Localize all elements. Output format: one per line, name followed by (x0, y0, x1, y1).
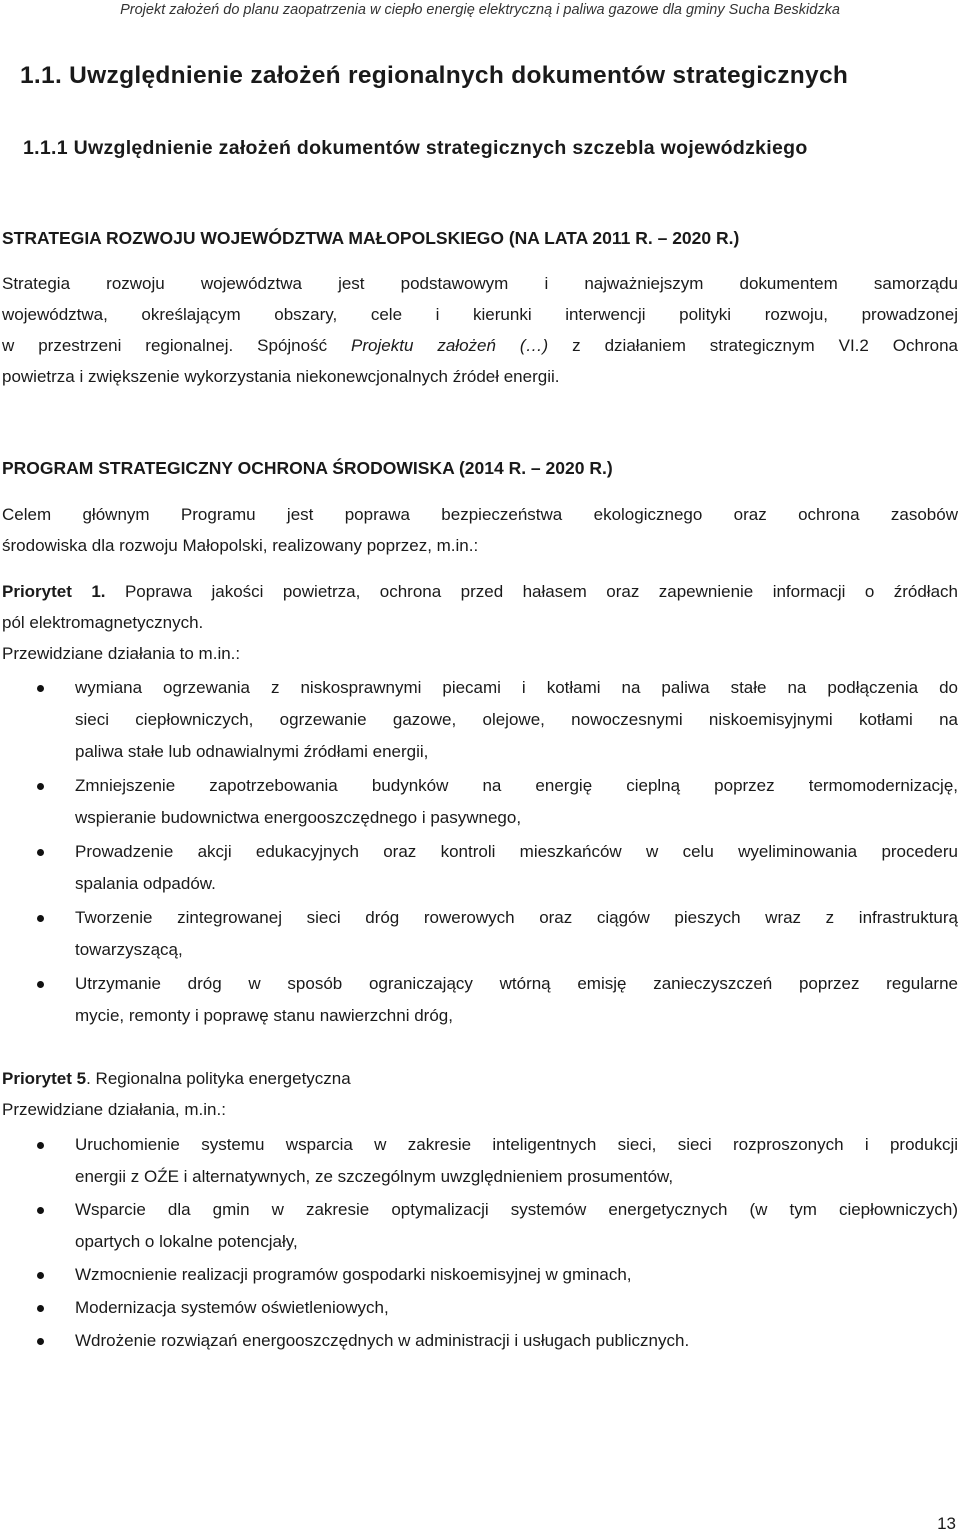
list-item-line: wspieranie budownictwa energooszczędnego i pasywnego, (75, 808, 522, 827)
bullet-icon (37, 1142, 44, 1149)
program-line-2: środowiska dla rozwoju Małopolski, realizowany poprzez, m.in.: (2, 536, 479, 555)
bullet-icon (37, 849, 44, 856)
priority-1-line-1 (2, 576, 958, 607)
list-item-line: wymiana ogrzewania z niskosprawnymi piecami i kotłami na paliwa stałe na podłączenia do (75, 678, 958, 697)
bullet-icon (37, 981, 44, 988)
list-item (0, 968, 958, 1032)
program-paragraph (2, 499, 958, 561)
list-item-text (75, 836, 958, 900)
list-item-text (75, 1325, 958, 1357)
list-item (0, 1259, 958, 1291)
list-item-text (75, 968, 958, 1032)
strategy-title: STRATEGIA ROZWOJU WOJEWÓDZTWA MAŁOPOLSKIEGO (NA LATA 2011 R. – 2020 R.) (2, 228, 740, 248)
priority-5-paragraph (2, 1063, 958, 1125)
priority-1-paragraph (2, 576, 958, 669)
priority-1-actions-label: Przewidziane działania to m.in.: (2, 644, 241, 663)
strategy-line-2: województwa, określającym obszary, cele i kierunki interwencji polityki rozwoju, prowadzonej (2, 305, 958, 324)
bullet-icon (37, 915, 44, 922)
list-item-line: Utrzymanie dróg w sposób ograniczający wtórną emisję zanieczyszczeń poprzez regularne (75, 974, 958, 993)
list-item-line: sieci ciepłowniczych, ogrzewanie gazowe, olejowe, nowoczesnymi niskoemisyjnymi kotłami na (75, 710, 958, 729)
list-item-line: Tworzenie zintegrowanej sieci dróg rowerowych oraz ciągów pieszych wraz z infrastrukturą (75, 908, 958, 927)
list-item-text (75, 1194, 958, 1258)
bullet-icon (37, 685, 44, 692)
list-item-line: opartych o lokalne potencjały, (75, 1232, 298, 1251)
priority-5-label: Priorytet 5 (2, 1069, 87, 1088)
strategy-line-3a: w przestrzeni regionalnej. Spójność (2, 336, 352, 355)
list-item (0, 1129, 958, 1193)
priority-5-text: . Regionalna polityka energetyczna (86, 1069, 351, 1088)
bullet-icon (37, 783, 44, 790)
priority-1-text: Poprawa jakości powietrza, ochrona przed hałasem oraz zapewnienie informacji o źródłach (105, 582, 958, 601)
list-item-text (75, 1129, 958, 1193)
priority-5-line-1 (2, 1063, 958, 1094)
strategy-line-4: powietrza i zwiększenie wykorzystania niekonewcjonalnych źródeł energii. (2, 367, 560, 386)
bullet-icon (37, 1207, 44, 1214)
priority-1-label: Priorytet 1. (2, 582, 106, 601)
list-item-line: mycie, remonty i poprawę stanu nawierzchni dróg, (75, 1006, 453, 1025)
list-item-text (75, 770, 958, 834)
list-item (0, 1292, 958, 1324)
priority-1-line-2: pól elektromagnetycznych. (2, 613, 204, 632)
list-item-text (75, 902, 958, 966)
list-item-line: towarzyszącą, (75, 940, 183, 959)
list-item-text (75, 1292, 958, 1324)
bullet-icon (37, 1272, 44, 1279)
list-item (0, 770, 958, 834)
list-item-line: Modernizacja systemów oświetleniowych, (75, 1298, 389, 1317)
list-item-line: Prowadzenie akcji edukacyjnych oraz kontroli mieszkańców w celu wyeliminowania procederu (75, 842, 958, 861)
strategy-line-3 (2, 330, 958, 361)
list-item-line: Wsparcie dla gmin w zakresie optymalizacji systemów energetycznych (w tym ciepłowniczych) (75, 1200, 958, 1219)
page-number: 13 (937, 1514, 956, 1533)
bullet-icon (37, 1338, 44, 1345)
list-item-line: energii z OŹE i alternatywnych, ze szczególnym uwzględnieniem prosumentów, (75, 1167, 674, 1186)
priority-5-actions-list (0, 1129, 958, 1357)
list-item-text (75, 672, 958, 768)
heading-2: 1.1.1 Uwzględnienie założeń dokumentów strategicznych szczebla wojewódzkiego (23, 137, 808, 159)
list-item (0, 902, 958, 966)
list-item-line: spalania odpadów. (75, 874, 216, 893)
strategy-line-3b: z działaniem strategicznym VI.2 Ochrona (548, 336, 958, 355)
list-item (0, 672, 958, 768)
project-title-italic: Projektu założeń (…) (351, 336, 549, 355)
list-item-line: Uruchomienie systemu wsparcia w zakresie inteligentnych sieci, sieci rozproszonych i produkcji (75, 1135, 958, 1154)
program-line-1: Celem głównym Programu jest poprawa bezpieczeństwa ekologicznego oraz ochrona zasobów (2, 505, 958, 524)
list-item-line: Wzmocnienie realizacji programów gospodarki niskoemisyjnej w gminach, (75, 1265, 632, 1284)
list-item (0, 1325, 958, 1357)
priority-5-actions-label: Przewidziane działania, m.in.: (2, 1100, 226, 1119)
priority-1-actions-list (0, 672, 958, 1032)
bullet-icon (37, 1305, 44, 1312)
list-item-text (75, 1259, 958, 1291)
running-header: Projekt założeń do planu zaopatrzenia w ciepło energię elektryczną i paliwa gazowe dla gminy Sucha Beskidzka (120, 2, 840, 18)
list-item-line: Wdrożenie rozwiązań energooszczędnych w administracji i usługach publicznych. (75, 1331, 690, 1350)
list-item (0, 836, 958, 900)
strategy-line-1: Strategia rozwoju województwa jest podstawowym i najważniejszym dokumentem samorządu (2, 274, 958, 293)
program-title: PROGRAM STRATEGICZNY OCHRONA ŚRODOWISKA (2014 R. – 2020 R.) (2, 458, 613, 478)
list-item-line: Zmniejszenie zapotrzebowania budynków na energię cieplną poprzez termomodernizację, (75, 776, 958, 795)
strategy-paragraph (2, 268, 958, 392)
list-item (0, 1194, 958, 1258)
heading-1: 1.1. Uwzględnienie założeń regionalnych dokumentów strategicznych (20, 62, 849, 89)
list-item-line: paliwa stałe lub odnawialnymi źródłami energii, (75, 742, 429, 761)
